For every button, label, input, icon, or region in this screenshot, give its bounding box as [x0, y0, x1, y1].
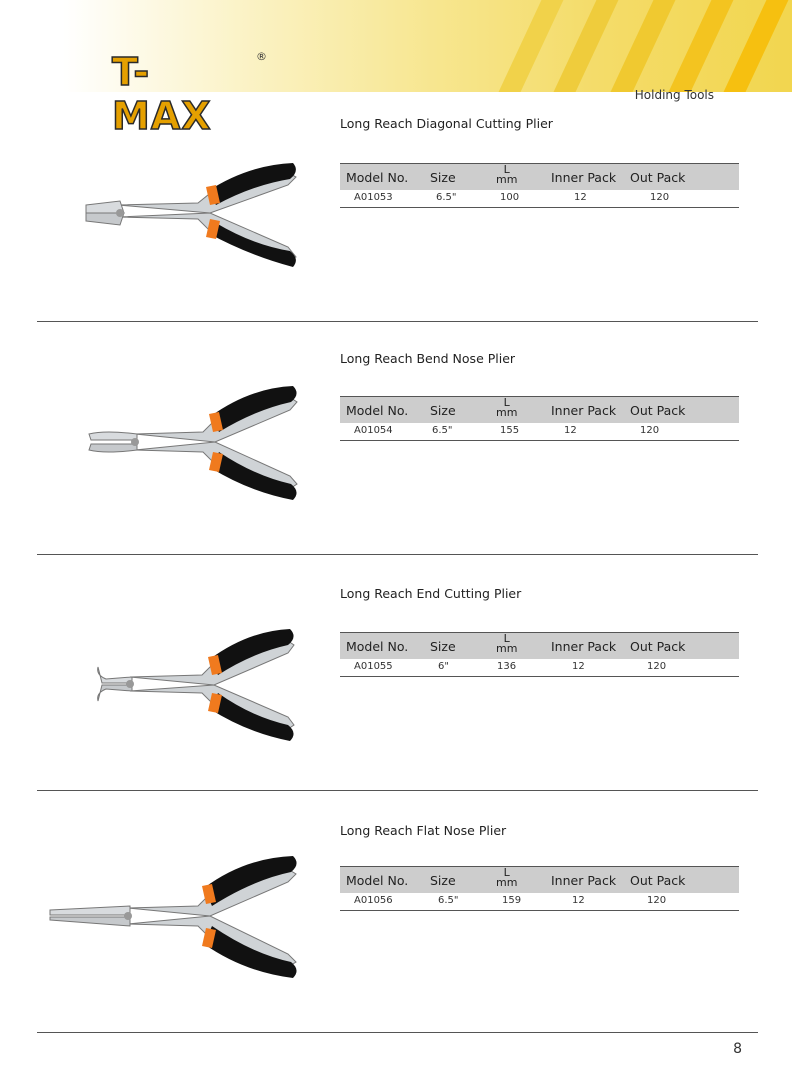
col-out-pack: Out Pack [630, 873, 686, 888]
cell-out-pack: 120 [640, 425, 660, 436]
col-length-label: L [503, 632, 510, 645]
col-model: Model No. [346, 873, 409, 888]
cell-size: 6.5" [436, 192, 457, 203]
col-size: Size [430, 170, 456, 185]
cell-length: 159 [502, 895, 522, 906]
col-size: Size [430, 639, 456, 654]
header-stripe [554, 0, 619, 92]
col-model: Model No. [346, 639, 409, 654]
section-divider [37, 321, 758, 322]
col-length [496, 868, 517, 888]
flat-nose-plier-image [48, 852, 303, 982]
brand-logo-text: T-MAX [112, 50, 212, 138]
header-stripe [499, 0, 564, 92]
spec-table-header [340, 163, 739, 190]
col-length-unit: mm [496, 406, 518, 419]
col-length-label: L [503, 163, 510, 176]
col-length-unit: mm [496, 173, 518, 186]
spec-table-row [340, 191, 739, 208]
spec-table-header [340, 396, 739, 423]
cell-length: 100 [500, 192, 520, 203]
cell-out-pack: 120 [647, 895, 667, 906]
cell-inner-pack: 12 [572, 895, 585, 906]
spec-table-row [340, 660, 739, 677]
col-inner-pack: Inner Pack [551, 873, 617, 888]
cell-model: A01053 [354, 192, 393, 203]
col-out-pack: Out Pack [630, 639, 686, 654]
col-length-label: L [503, 396, 510, 409]
product-title: Long Reach Diagonal Cutting Plier [340, 116, 553, 131]
col-length-label: L [503, 866, 510, 879]
col-length [496, 634, 517, 654]
cell-model: A01054 [354, 425, 393, 436]
registered-mark: ® [256, 50, 267, 63]
col-length [496, 165, 517, 185]
product-title: Long Reach End Cutting Plier [340, 586, 522, 601]
cell-inner-pack: 12 [564, 425, 577, 436]
cell-inner-pack: 12 [574, 192, 587, 203]
col-size: Size [430, 403, 456, 418]
col-length-unit: mm [496, 642, 518, 655]
diagonal-cutting-plier-image [78, 155, 303, 275]
spec-table-header [340, 866, 739, 893]
section-divider [37, 790, 758, 791]
col-out-pack: Out Pack [630, 170, 686, 185]
end-cutting-plier-image [92, 625, 302, 745]
section-name: Holding Tools [634, 88, 714, 102]
product-title: Long Reach Bend Nose Plier [340, 351, 516, 366]
section-divider [37, 1032, 758, 1033]
col-out-pack: Out Pack [630, 403, 686, 418]
col-size: Size [430, 873, 456, 888]
header-stripe [669, 0, 734, 92]
cell-out-pack: 120 [650, 192, 670, 203]
col-inner-pack: Inner Pack [551, 170, 617, 185]
cell-out-pack: 120 [647, 661, 667, 672]
col-model: Model No. [346, 403, 409, 418]
page-number: 8 [733, 1041, 742, 1057]
col-length-unit: mm [496, 876, 518, 889]
bend-nose-plier-image [85, 380, 305, 505]
header-stripe [611, 0, 676, 92]
header-stripe [724, 0, 789, 92]
cell-model: A01056 [354, 895, 393, 906]
cell-length: 155 [500, 425, 520, 436]
cell-size: 6.5" [438, 895, 459, 906]
col-model: Model No. [346, 170, 409, 185]
col-length [496, 398, 517, 418]
spec-table-header [340, 632, 739, 659]
col-inner-pack: Inner Pack [551, 403, 617, 418]
cell-model: A01055 [354, 661, 393, 672]
cell-size: 6.5" [432, 425, 453, 436]
cell-inner-pack: 12 [572, 661, 585, 672]
col-inner-pack: Inner Pack [551, 639, 617, 654]
cell-size: 6" [438, 661, 449, 672]
section-divider [37, 554, 758, 555]
spec-table-row [340, 424, 739, 441]
cell-length: 136 [497, 661, 517, 672]
product-title: Long Reach Flat Nose Plier [340, 823, 507, 838]
spec-table-row [340, 894, 739, 911]
